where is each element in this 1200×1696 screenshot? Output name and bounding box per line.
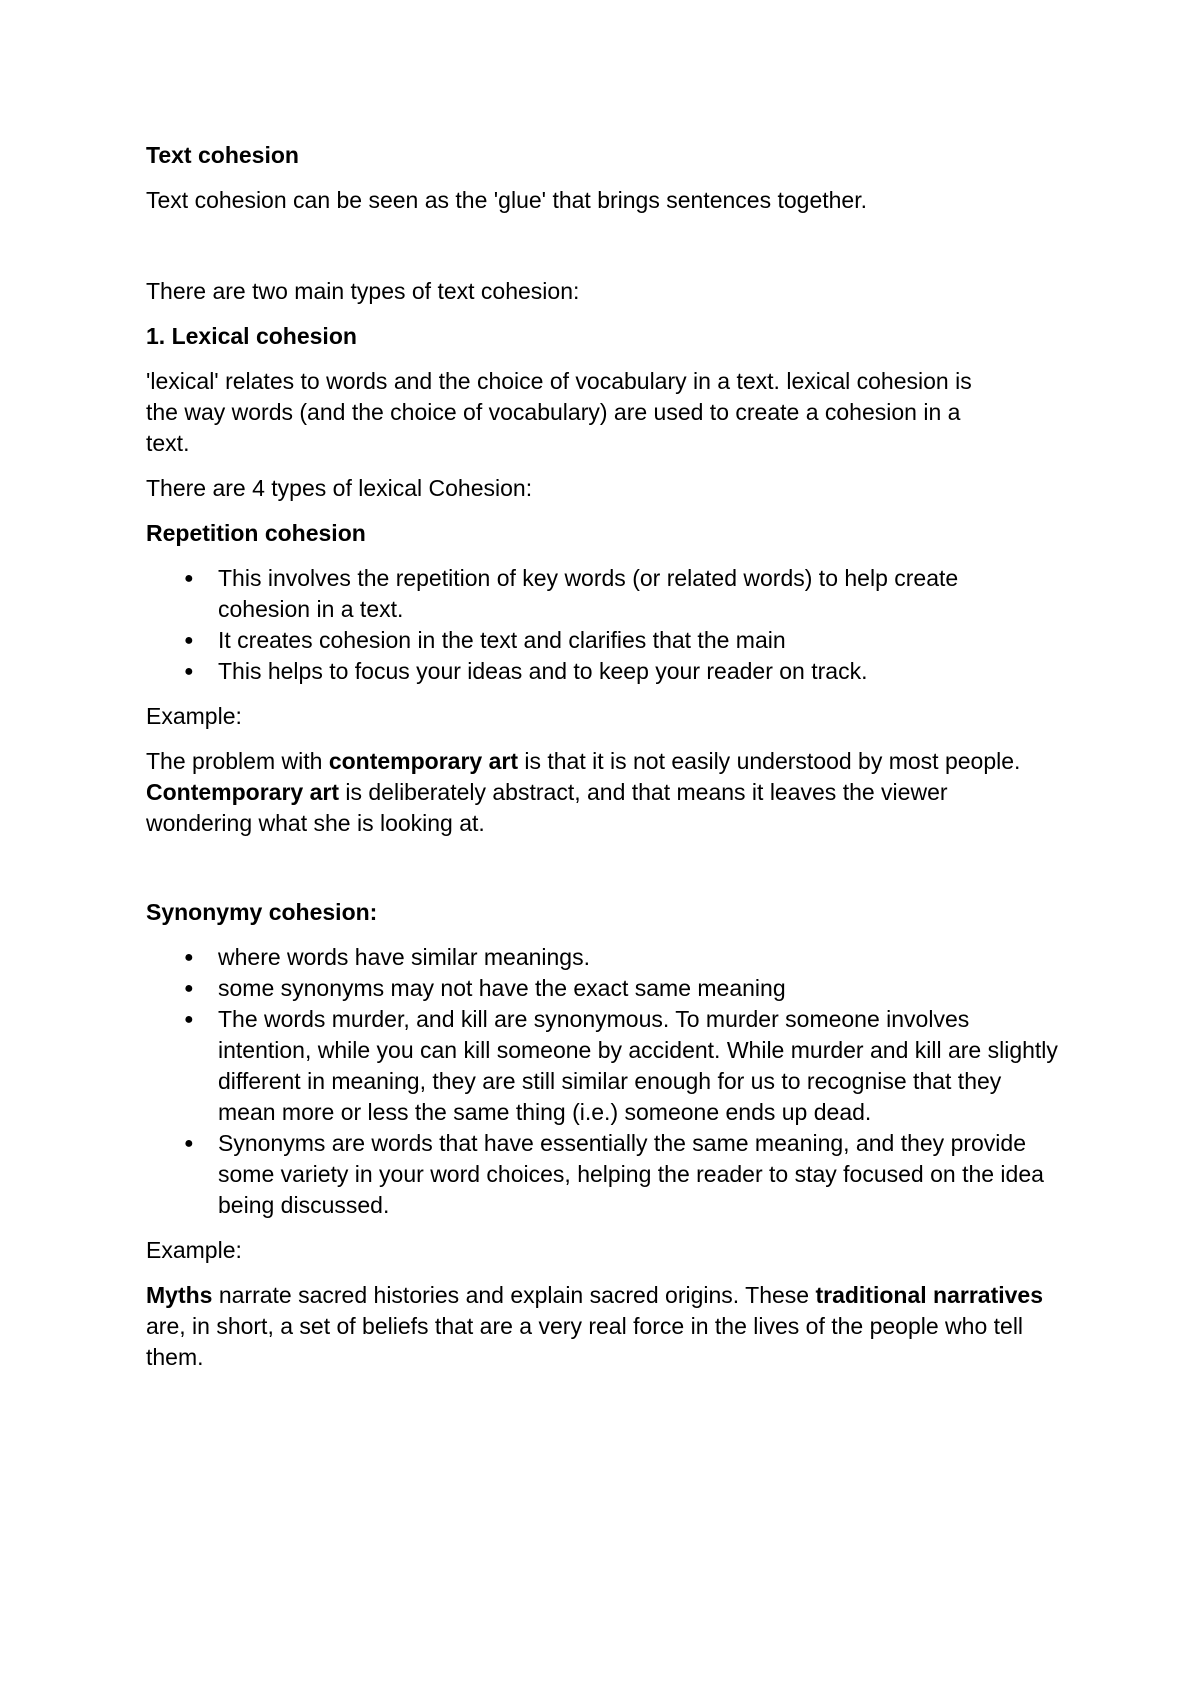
list-item-text: some synonyms may not have the exact same meaning	[218, 975, 786, 1001]
section-spacer	[146, 853, 1076, 897]
list-item	[146, 656, 996, 687]
lexical-heading: 1. Lexical cohesion	[146, 323, 357, 349]
example-bold-term: Contemporary art	[146, 779, 339, 805]
list-item	[146, 942, 1061, 973]
list-item-text: It creates cohesion in the text and clarifies that the main	[218, 627, 786, 653]
list-item	[146, 563, 996, 625]
synonymy-bullet-list	[146, 942, 1061, 1221]
types-intro: There are two main types of text cohesion:	[146, 278, 580, 304]
bullet-icon: ●	[184, 663, 194, 680]
bullet-icon: ●	[184, 632, 194, 649]
list-item	[146, 625, 996, 656]
bullet-icon: ●	[184, 980, 194, 997]
repetition-example	[146, 746, 1026, 839]
list-item-text: The words murder, and kill are synonymous. To murder someone involves intention, while you can kill someone by accident. While murder and kill are slightly different in meaning, they are still similar enough for us to recognise that they mean more or less the same thing (i.e.) someone ends up dead.	[218, 1006, 1058, 1125]
bullet-icon: ●	[184, 570, 194, 587]
repetition-bullet-list	[146, 563, 996, 687]
synonymy-example	[146, 1280, 1061, 1373]
example-bold-term: traditional narratives	[815, 1282, 1043, 1308]
example-text: The problem with	[146, 748, 329, 774]
document-page	[146, 140, 1076, 1387]
lexical-definition: 'lexical' relates to words and the choice of vocabulary in a text. lexical cohesion is the way words (and the choice of vocabulary) are used to create a cohesion in a text.	[146, 368, 972, 456]
document-title: Text cohesion	[146, 142, 299, 168]
example-bold-term: Myths	[146, 1282, 213, 1308]
bullet-icon: ●	[184, 949, 194, 966]
list-item	[146, 1128, 1061, 1221]
list-item-text: Synonyms are words that have essentially the same meaning, and they provide some variety in your word choices, helping the reader to stay focused on the idea being discussed.	[218, 1130, 1044, 1218]
list-item-text: where words have similar meanings.	[218, 944, 590, 970]
list-item	[146, 973, 1061, 1004]
intro-paragraph: Text cohesion can be seen as the 'glue' that brings sentences together.	[146, 187, 867, 213]
repetition-heading: Repetition cohesion	[146, 520, 366, 546]
bullet-icon: ●	[184, 1135, 194, 1152]
list-item-text: This helps to focus your ideas and to keep your reader on track.	[218, 658, 868, 684]
list-item-text: This involves the repetition of key words (or related words) to help create cohesion in a text.	[218, 565, 959, 622]
example-text: are, in short, a set of beliefs that are a very real force in the lives of the people who tell them.	[146, 1313, 1024, 1370]
example-bold-term: contemporary art	[328, 748, 518, 774]
example-text: narrate sacred histories and explain sacred origins. These	[212, 1282, 816, 1308]
repetition-example-label: Example:	[146, 703, 242, 729]
synonymy-example-label: Example:	[146, 1237, 242, 1263]
example-text: is deliberately abstract, and that means it leaves the viewer wondering what she is looking at.	[146, 779, 948, 836]
bullet-icon: ●	[184, 1011, 194, 1028]
list-item	[146, 1004, 1061, 1128]
lexical-types-line: There are 4 types of lexical Cohesion:	[146, 475, 533, 501]
synonymy-heading: Synonymy cohesion:	[146, 899, 378, 925]
example-text: is that it is not easily understood by most people.	[517, 748, 1021, 774]
